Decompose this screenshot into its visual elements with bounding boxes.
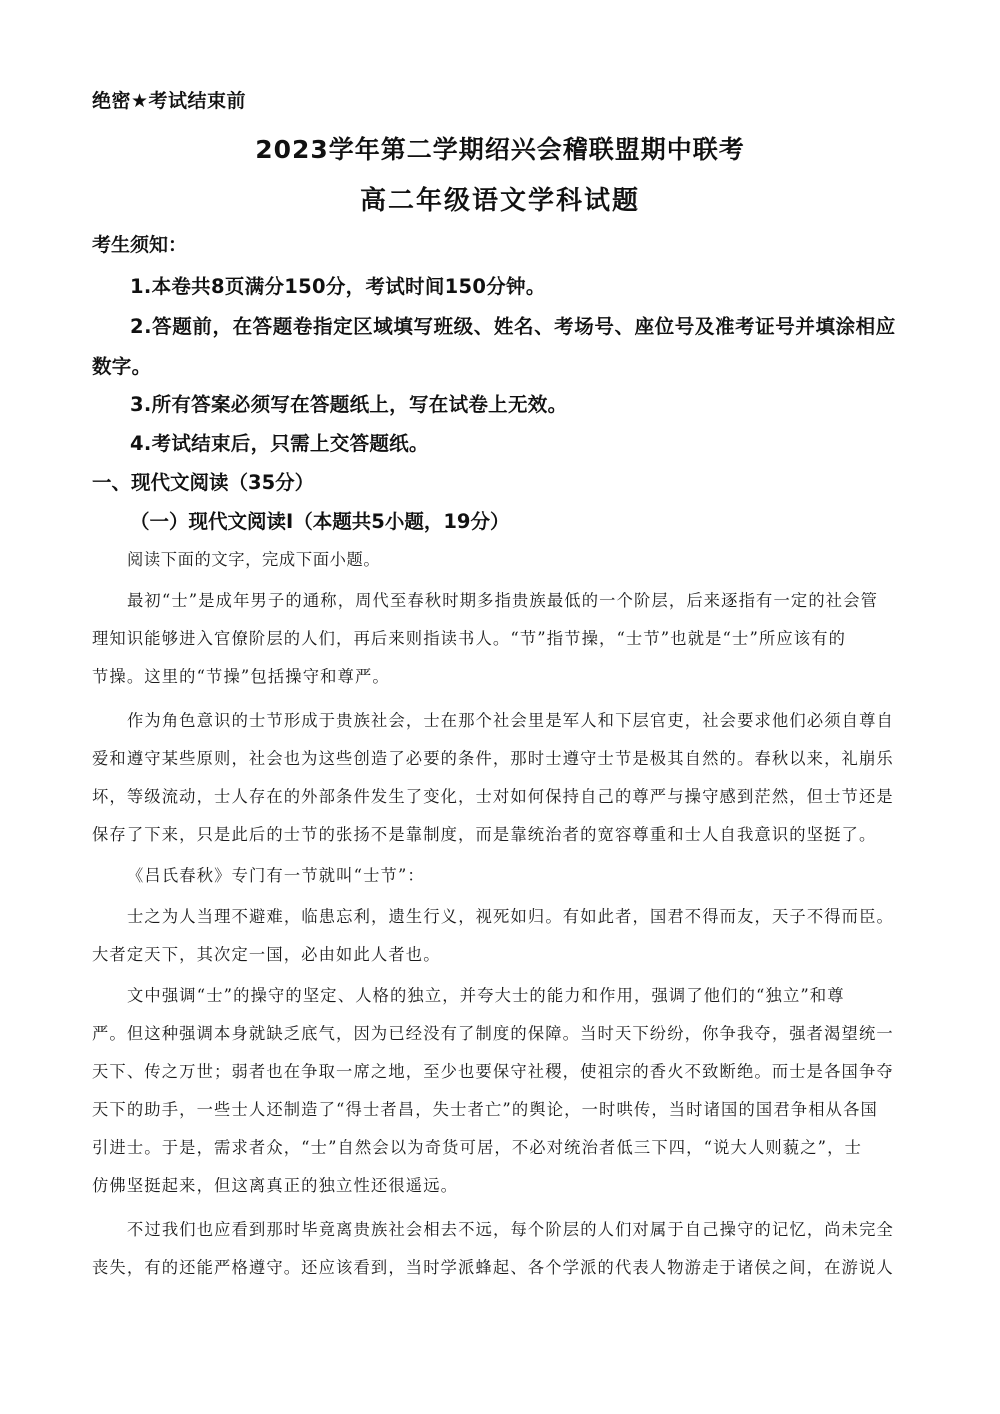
passage-line: 引进士。于是，需求者众，“士”自然会以为奇货可居，不必对统治者低三下四，“说大人则藐之”，士 bbox=[92, 1138, 863, 1157]
passage-line: 《吕氏春秋》专门有一节就叫“士节”： bbox=[127, 866, 425, 885]
passage-line: 不过我们也应看到那时毕竟离贵族社会相去不远，每个阶层的人们对属于自己操守的记忆，尚未完全 bbox=[127, 1220, 894, 1239]
passage-line: 作为角色意识的士节形成于贵族社会，士在那个社会里是军人和下层官吏，社会要求他们必须自尊自 bbox=[127, 711, 894, 730]
passage-line: 丧失，有的还能严格遵守。还应该看到，当时学派蜂起、各个学派的代表人物游走于诸侯之间，在游说人 bbox=[92, 1258, 894, 1277]
passage-line: 理知识能够进入官僚阶层的人们，再后来则指读书人。“节”指节操，“士节”也就是“士”所应该有的 bbox=[92, 629, 847, 648]
notice-item-2-cont: 数字。 bbox=[92, 355, 152, 378]
passage-line: 严。但这种强调本身就缺乏底气，因为已经没有了制度的保障。当时天下纷纷，你争我夺，强者渴望统一 bbox=[92, 1024, 894, 1043]
section-heading: 一、现代文阅读（35分） bbox=[92, 471, 315, 494]
passage-line: 节操。这里的“节操”包括操守和尊严。 bbox=[92, 667, 390, 686]
passage-line: 仿佛坚挺起来，但这离真正的独立性还很遥远。 bbox=[92, 1176, 459, 1195]
passage-line: 最初“士”是成年男子的通称，周代至春秋时期多指贵族最低的一个阶层，后来逐指有一定的社会管 bbox=[127, 591, 879, 610]
passage-line: 天下、传之万世；弱者也在争取一席之地，至少也要保守社稷，使祖宗的香火不致断绝。而士是各国争夺 bbox=[92, 1062, 894, 1081]
subsection-heading: （一）现代文阅读Ⅰ（本题共5小题，19分） bbox=[130, 510, 510, 533]
passage-line: 保存了下来，只是此后的士节的张扬不是靠制度，而是靠统治者的宽容尊重和士人自我意识的坚挺了。 bbox=[92, 825, 877, 844]
notice-item-3: 3.所有答案必须写在答题纸上，写在试卷上无效。 bbox=[130, 393, 568, 416]
passage-line: 大者定天下，其次定一国，必由如此人者也。 bbox=[92, 945, 441, 964]
passage-line: 天下的助手，一些士人还制造了“得士者昌，失士者亡”的舆论，一时哄传，当时诸国的国君争相从各国 bbox=[92, 1100, 878, 1119]
exam-subtitle: 高二年级语文学科试题 bbox=[359, 186, 640, 216]
passage-line: 文中强调“士”的操守的坚定、人格的独立，并夸大士的能力和作用，强调了他们的“独立”和尊 bbox=[127, 986, 845, 1005]
notice-item-2: 2.答题前，在答题卷指定区域填写班级、姓名、考场号、座位号及准考证号并填涂相应 bbox=[130, 315, 896, 338]
notice-item-4: 4.考试结束后，只需上交答题纸。 bbox=[130, 432, 429, 455]
notice-item-1: 1.本卷共8页满分150分，考试时间150分钟。 bbox=[130, 275, 546, 298]
confidential-mark: 绝密★考试结束前 bbox=[92, 90, 247, 112]
notice-heading: 考生须知： bbox=[92, 234, 188, 256]
reading-instruction: 阅读下面的文字，完成下面小题。 bbox=[127, 550, 381, 569]
passage-line: 士之为人当理不避难，临患忘利，遗生行义，视死如归。有如此者，国君不得而友，天子不得而臣。 bbox=[127, 907, 894, 926]
passage-line: 坏，等级流动，士人存在的外部条件发生了变化，士对如何保持自己的尊严与操守感到茫然，但士节还是 bbox=[92, 787, 894, 806]
exam-title: 2023学年第二学期绍兴会稽联盟期中联考 bbox=[255, 135, 745, 164]
passage-line: 爱和遵守某些原则，社会也为这些创造了必要的条件，那时士遵守士节是极其自然的。春秋以来，礼崩乐 bbox=[92, 749, 894, 768]
